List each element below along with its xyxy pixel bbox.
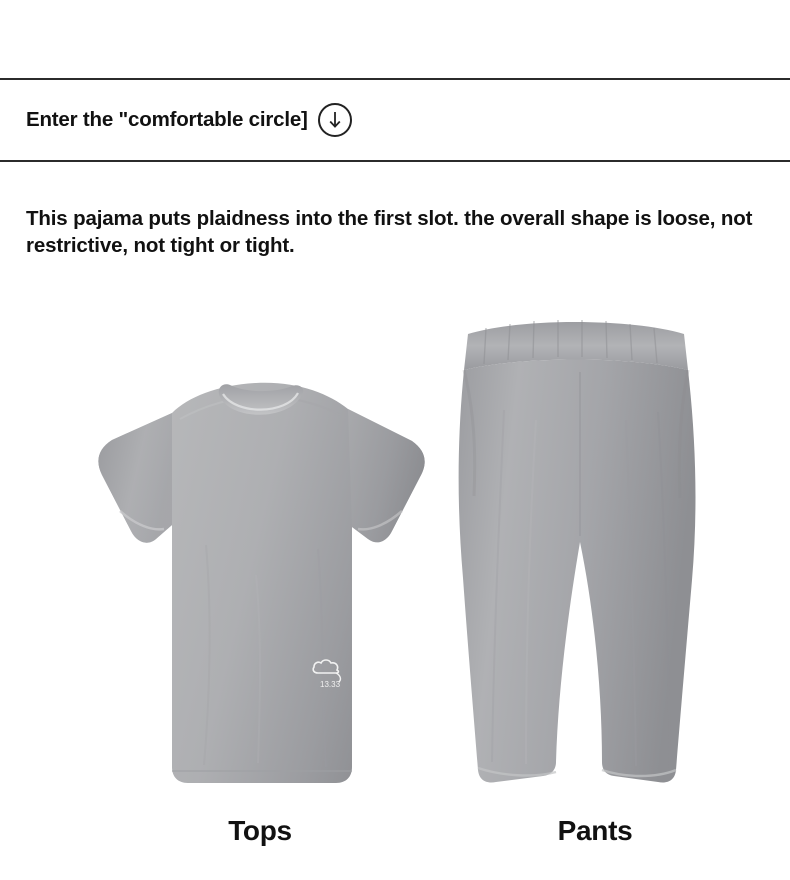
- header-band: [0, 78, 790, 162]
- svg-text:13.33: 13.33: [320, 680, 341, 689]
- page-title: Enter the "comfortable circle]: [26, 108, 308, 131]
- tops-caption: Tops: [228, 815, 292, 846]
- pants-caption: Pants: [557, 815, 633, 846]
- pants-image: [430, 300, 760, 810]
- arrow-down-icon: [318, 103, 352, 137]
- product-gallery: [0, 290, 790, 880]
- product-description: This pajama puts plaidness into the first slot. the overall shape is loose, not restrictive, not tight or tight.: [26, 207, 753, 258]
- tops-image: [60, 335, 460, 815]
